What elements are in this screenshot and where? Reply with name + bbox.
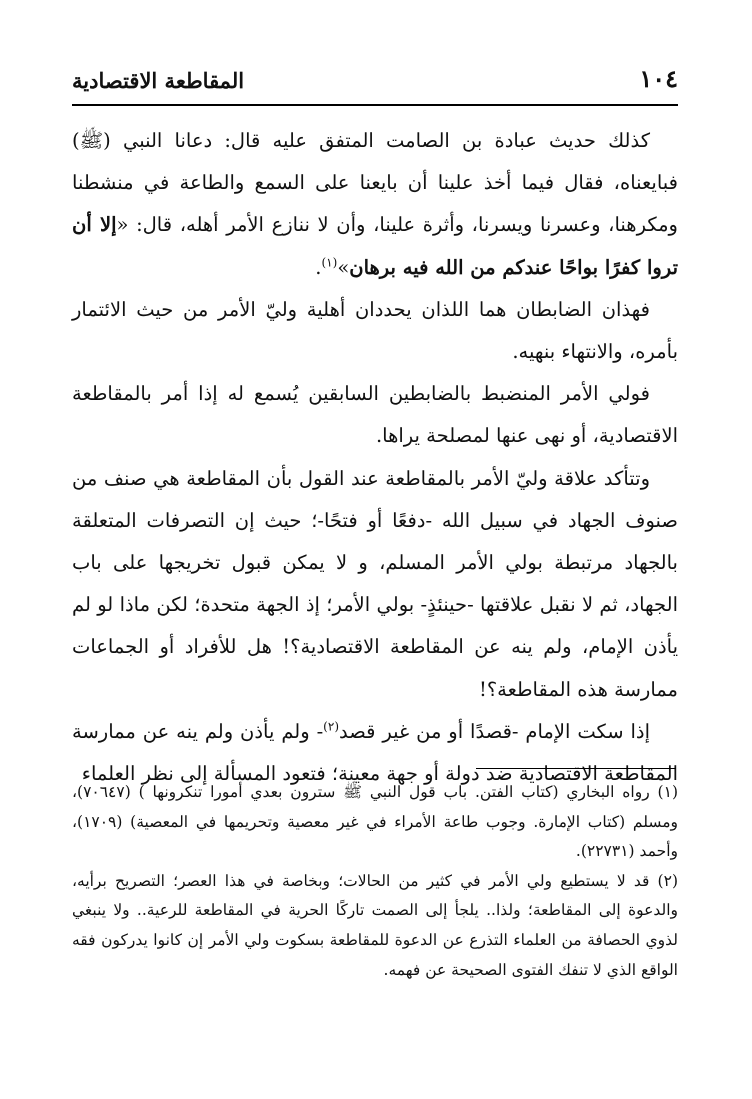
main-text <box>72 120 678 795</box>
footnote-rule <box>476 768 676 769</box>
page-number: ١٠٤ <box>639 64 678 93</box>
paragraph-5-rest: - ولم يأذن ولم ينه عن ممارسة المقاطعة الاقتصادية ضد دولة أو جهة معينة؛ فتعود المسألة إلى نظر العلماء <box>72 719 678 786</box>
paragraph-2: فهذان الضابطان هما اللذان يحددان أهلية وليّ الأمر من حيث الائتمار بأمره، والانتهاء بنهيه. <box>72 297 678 364</box>
quote-close: » <box>337 255 350 279</box>
header-rule <box>72 104 678 106</box>
paragraph-1 <box>72 120 678 289</box>
footnotes <box>72 778 678 985</box>
paragraph-3: فولي الأمر المنضبط بالضابطين السابقين يُسمع له إذا أمر بالمقاطعة الاقتصادية، أو نهى عنها لمصلحة يراها. <box>72 382 678 448</box>
footnote-2: (٢) قد لا يستطيع ولي الأمر في كثير من الحالات؛ وبخاصة في هذا العصر؛ التصريح برأيه، والدعوة إلى المقاطعة؛ ولذا.. يلجأ إلى الصمت تاركًا الحرية في المقاطعة للرعية.. ولا ينبغي لذوي الحصافة من العلماء التذرع عن الدعوة للمقاطعة بسكوت ولي الأمر إن كانوا يدركون فقه الواقع الذي لا تنفك الفتوى الصحيحة عن فهمه. <box>72 871 678 979</box>
paragraph-1-end: . <box>315 255 322 279</box>
hadith-quote: إلا أن تروا كفرًا بواحًا عندكم من الله فيه برهان <box>72 213 678 279</box>
paragraph-4: وتتأكد علاقة وليّ الأمر بالمقاطعة عند القول بأن المقاطعة هي صنف من صنوف الجهاد في سبيل الله -دفعًا أو فتحًا-؛ حيث إن التصرفات المتعلقة بالجهاد مرتبطة بولي الأمر المسلم، و لا يمكن قبول تخريجها على باب الجهاد، ثم لا نقبل علاقتها -حينئذٍ- بولي الأمر؛ إذ الجهة متحدة؛ لكن ماذا لو لم يأذن الإمام، ولم ينه عن المقاطعة الاقتصادية؟! هل للأفراد أو الجماعات ممارسة هذه المقاطعة؟! <box>72 466 678 701</box>
page-header <box>72 56 678 100</box>
paragraph-5-text: إذا سكت الإمام -قصدًا أو من غير قصد <box>339 719 650 743</box>
paragraph-1-text: كذلك حديث عبادة بن الصامت المتفق عليه قال: دعانا النبي (ﷺ) فبايعناه، فقال فيما أخذ علينا أن بايعنا على السمع والطاعة في منشطنا ومكرهنا، وعسرنا ويسرنا، وأثرة علينا، وأن لا ننازع الأمر أهله، قال: « <box>72 129 678 237</box>
footnote-1: (١) رواه البخاري (كتاب الفتن. باب قول النبي ﷺ سترون بعدي أمورا تنكرونها ) (٧٠٦٤٧)، ومسلم (كتاب الإمارة. وجوب طاعة الأمراء في غير معصية وتحريمها في المعصية) (١٧٠٩)، وأحمد (٢٢٧٣١). <box>72 783 678 861</box>
footnote-ref-1: (١) <box>321 255 338 270</box>
running-title: المقاطعة الاقتصادية <box>72 68 245 93</box>
footnote-ref-2: (٢) <box>323 719 339 734</box>
